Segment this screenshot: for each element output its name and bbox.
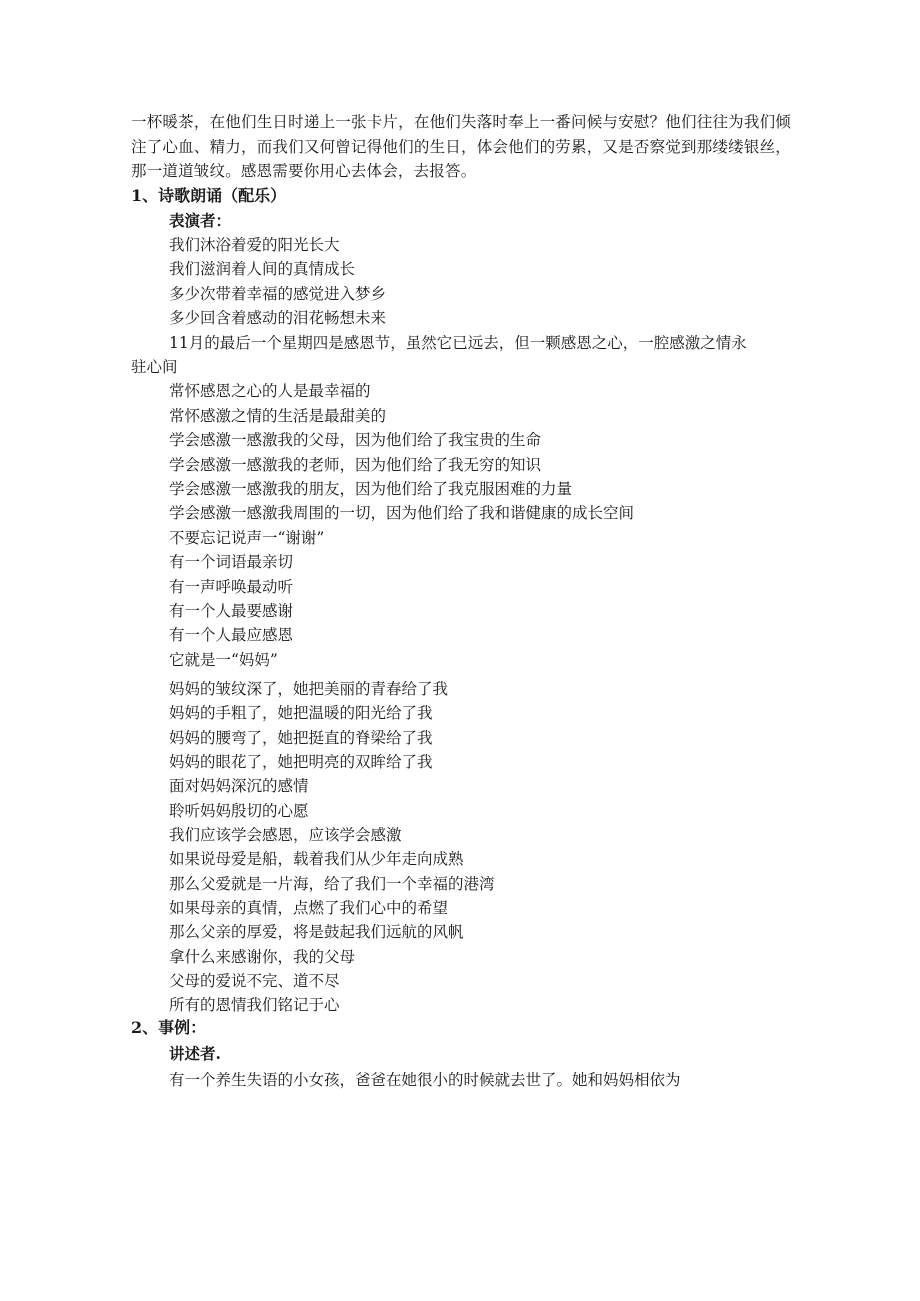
poem-lines-part-2 xyxy=(169,677,495,1018)
intro-paragraph xyxy=(131,110,791,184)
poem-line: 妈妈的眼花了，她把明亮的双眸给了我 xyxy=(169,753,433,772)
poem-line: 如果说母爱是船，载着我们从少年走向成熟 xyxy=(169,850,464,869)
poem-line: 那么父亲的厚爱，将是鼓起我们远航的风帆 xyxy=(169,923,464,942)
section-2-heading: 2、事例： xyxy=(131,1018,207,1037)
intro-text: 一杯暖茶，在他们生日时递上一张卡片，在他们失落时奉上一番问候与安慰？他们往往为我们倾注了心血、精力，而我们又何曾记得他们的生日，体会他们的劳累，又是否察觉到那缕缕银丝，那一道道皱纹。感恩需要你用心去体会，去报答。 xyxy=(131,113,791,180)
poem-line: 拿什么来感谢你，我的父母 xyxy=(169,947,356,966)
poem-line: 学会感激一感激我的朋友，因为他们给了我克服困难的力量 xyxy=(169,479,573,498)
poem-line: 多少回含着感动的泪花畅想未来 xyxy=(169,309,387,328)
poem-line: 所有的恩情我们铭记于心 xyxy=(169,996,340,1015)
performer-label: 表演者： xyxy=(169,211,232,230)
poem-line: 那么父爱就是一片海，给了我们一个幸福的港湾 xyxy=(169,874,495,893)
poem-line: 面对妈妈深沉的感情 xyxy=(169,777,309,796)
poem-line: 有一声呼唤最动听 xyxy=(169,577,294,596)
poem-line: 我们滋润着人间的真情成长 xyxy=(169,260,356,279)
poem-line: 11月的最后一个星期四是感恩节，虽然它已远去，但一颗感恩之心，一腔感激之情永驻心间 xyxy=(131,333,747,376)
poem-lines-part-1 xyxy=(131,233,751,672)
poem-line: 妈妈的皱纹深了，她把美丽的青春给了我 xyxy=(169,680,449,698)
poem-line: 聆听妈妈殷切的心愿 xyxy=(169,801,309,820)
poem-line: 妈妈的腰弯了，她把挺直的脊梁给了我 xyxy=(169,728,433,747)
poem-line: 学会感激一感激我的老师，因为他们给了我无穷的知识 xyxy=(169,455,542,474)
poem-line: 有一个词语最亲切 xyxy=(169,553,294,572)
poem-line: 它就是一“妈妈” xyxy=(169,650,278,669)
narrator-label: 讲述者. xyxy=(169,1044,221,1063)
story-text: 有一个养生失语的小女孩，爸爸在她很小的时候就去世了。她和妈妈相依为 xyxy=(169,1071,681,1089)
poem-line: 父母的爱说不完、道不尽 xyxy=(169,972,340,991)
poem-line: 我们应该学会感恩，应该学会感激 xyxy=(169,826,402,845)
poem-line: 我们沐浴着爱的阳光长大 xyxy=(169,236,340,254)
poem-line: 多少次带着幸福的感觉进入梦乡 xyxy=(169,284,387,303)
poem-line: 有一个人最要感谢 xyxy=(169,601,294,620)
poem-line: 有一个人最应感恩 xyxy=(169,626,294,645)
section-1-heading: 1、诗歌朗诵（配乐） xyxy=(131,186,287,205)
poem-line: 学会感激一感激我周围的一切，因为他们给了我和谐健康的成长空间 xyxy=(169,504,635,523)
poem-line: 学会感激一感激我的父母，因为他们给了我宝贵的生命 xyxy=(169,431,542,450)
poem-line: 如果母亲的真情，点燃了我们心中的希望 xyxy=(169,899,449,918)
poem-line: 妈妈的手粗了，她把温暖的阳光给了我 xyxy=(169,704,433,723)
poem-line: 不要忘记说声一“谢谢” xyxy=(169,528,325,547)
poem-line: 常怀感恩之心的人是最幸福的 xyxy=(169,382,371,401)
poem-line: 常怀感激之情的生活是最甜美的 xyxy=(169,406,387,425)
